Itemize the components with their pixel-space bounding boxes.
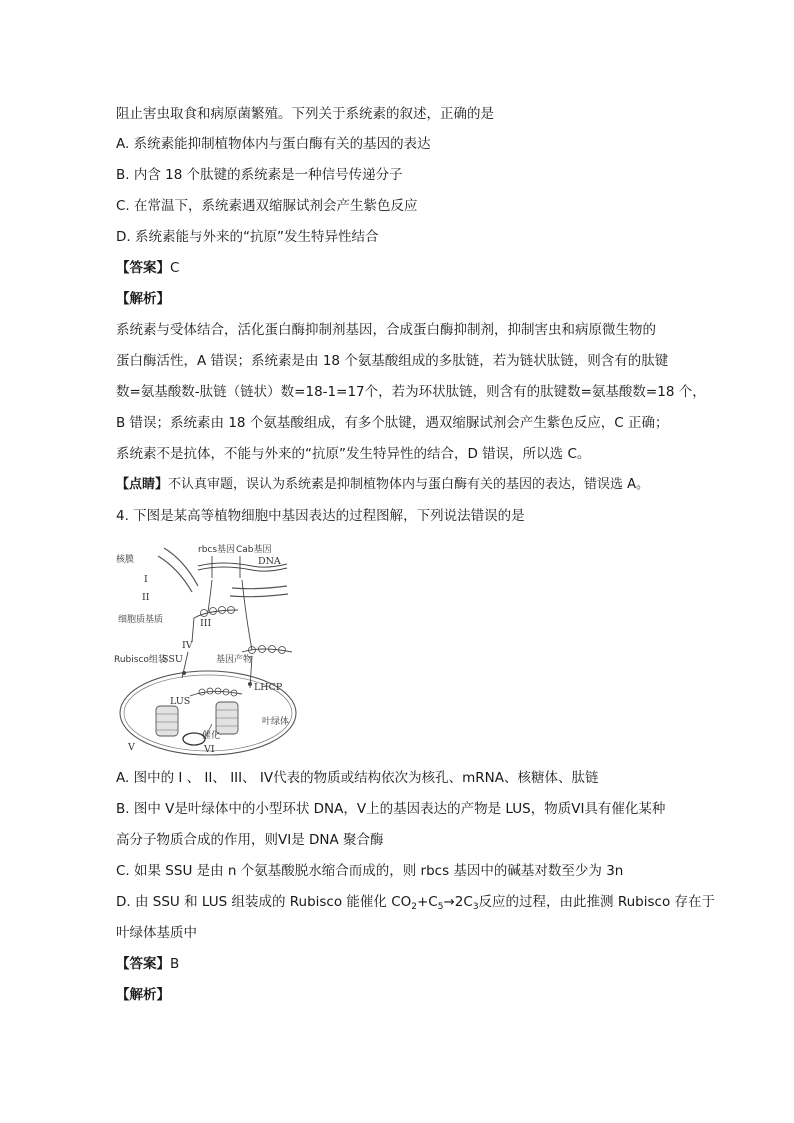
ribosome <box>219 607 226 614</box>
subscript: 2 <box>411 902 417 912</box>
q3-answer <box>116 258 179 278</box>
nuclear-membrane-inner <box>158 556 192 592</box>
q3-option-b: B. 内含 18 个肽键的系统素是一种信号传递分子 <box>116 167 403 183</box>
label-roman-4: IV <box>182 640 193 651</box>
nuclear-membrane-inner-right <box>230 594 288 597</box>
label-roman-3: III <box>200 618 212 629</box>
peptide-chain <box>192 618 194 642</box>
label-nuclear-membrane: 核膜 <box>116 555 135 565</box>
ribosome <box>207 688 213 694</box>
label-cab-gene: Cab基因 <box>236 545 272 555</box>
q4-option-b-line1: B. 图中 V是叶绿体中的小型环状 DNA，V上的基因表达的产物是 LUS，物质VI具有催化某种 <box>116 801 666 817</box>
dna-strand <box>198 567 287 571</box>
mrna-line <box>242 580 252 650</box>
q4-option-d-line2: 叶绿体基质中 <box>116 925 197 941</box>
q3-tip <box>116 475 649 495</box>
q4-option-a: A. 图中的 I 、 II、 III、 IV代表的物质或结构依次为核孔、mRNA、核糖体、肽链 <box>116 770 599 786</box>
q4-option-c: C. 如果 SSU 是由 n 个氨基酸脱水缩合而成的，则 rbcs 基因中的碱基对数至少为 3n <box>116 863 624 879</box>
option-d-text: →2C <box>443 894 473 910</box>
label-roman-5: V <box>128 742 135 753</box>
granum <box>156 706 178 736</box>
mrna-line <box>208 580 212 612</box>
q3-stem-tail: 阻止害虫取食和病原菌繁殖。下列关于系统素的叙述，正确的是 <box>116 106 494 122</box>
subscript: 5 <box>437 902 444 912</box>
label-lhcp: LHCP <box>254 682 283 693</box>
label-dna: DNA <box>258 556 281 567</box>
q4-option-b-line2: 高分子物质合成的作用，则VI是 DNA 聚合酶 <box>116 832 384 848</box>
ssu-dot <box>182 671 186 675</box>
lhcp-dot <box>248 682 252 686</box>
option-d-text: +C <box>417 894 438 910</box>
q4-stem: 4. 下图是某高等植物细胞中基因表达的过程图解，下列说法错误的是 <box>116 508 525 524</box>
label-gene-product: 基因产物 <box>216 655 253 665</box>
label-catalysis: 催化 <box>202 731 221 741</box>
label-ssu: SSU <box>162 654 183 665</box>
mrna-with-ribosomes <box>242 649 292 652</box>
answer-value: B <box>170 956 180 972</box>
label-roman-6: VI <box>204 744 215 755</box>
tip-label: 【点睛】 <box>116 477 169 492</box>
option-d-text: 反应的过程，由此推测 Rubisco 存在于 <box>478 894 715 910</box>
nuclear-membrane-outer <box>164 548 198 586</box>
q3-analysis-line: 系统素与受体结合，活化蛋白酶抑制剂基因，合成蛋白酶抑制剂，抑制害虫和病原微生物的 <box>116 322 656 338</box>
q3-option-a: A. 系统素能抑制植物体内与蛋白酶有关的基因的表达 <box>116 136 431 152</box>
q3-analysis-line: B 错误；系统素由 18 个氨基酸组成，有多个肽键，遇双缩脲试剂会产生紫色反应，C 正确； <box>116 415 669 431</box>
answer-value: C <box>170 260 180 276</box>
q3-analysis-line: 蛋白酶活性，A 错误；系统素是由 18 个氨基酸组成的多肽链，若为链状肽链，则含有的肽键 <box>116 353 669 369</box>
q4-option-d-line1 <box>116 892 715 912</box>
subscript: 3 <box>472 902 479 912</box>
label-cytoplasm-matrix: 细胞质基质 <box>118 615 164 625</box>
label-rubisco-assembly: Rubisco组装 <box>114 655 167 665</box>
q3-option-c: C. 在常温下，系统素遇双缩脲试剂会产生紫色反应 <box>116 198 418 214</box>
gene-expression-diagram <box>112 538 312 758</box>
q3-analysis-label: 【解析】 <box>116 291 170 307</box>
label-roman-1: I <box>144 574 148 585</box>
option-d-text: D. 由 SSU 和 LUS 组装成的 Rubisco 能催化 CO <box>116 894 412 910</box>
q4-answer <box>116 954 179 974</box>
tip-text: 不认真审题，误认为系统素是抑制植物体内与蛋白酶有关的基因的表达，错误选 A。 <box>168 477 650 492</box>
q4-analysis-label: 【解析】 <box>116 987 170 1003</box>
q3-analysis-line: 数=氨基酸数-肽链（链状）数=18-1=17个，若为环状肽链，则含有的肽键数=氨基酸数=18 个， <box>116 384 706 400</box>
label-chloroplast: 叶绿体 <box>262 717 290 727</box>
q3-option-d: D. 系统素能与外来的“抗原”发生特异性结合 <box>116 229 379 245</box>
nuclear-membrane-outer-right <box>232 586 287 589</box>
label-lus: LUS <box>170 696 191 707</box>
label-rbcs-gene: rbcs基因 <box>198 545 236 555</box>
answer-label: 【答案】 <box>116 260 170 276</box>
label-roman-2: II <box>142 592 150 603</box>
answer-label: 【答案】 <box>116 956 170 972</box>
q3-analysis-line: 系统素不是抗体，不能与外来的“抗原”发生特异性的结合，D 错误，所以选 C。 <box>116 446 591 462</box>
